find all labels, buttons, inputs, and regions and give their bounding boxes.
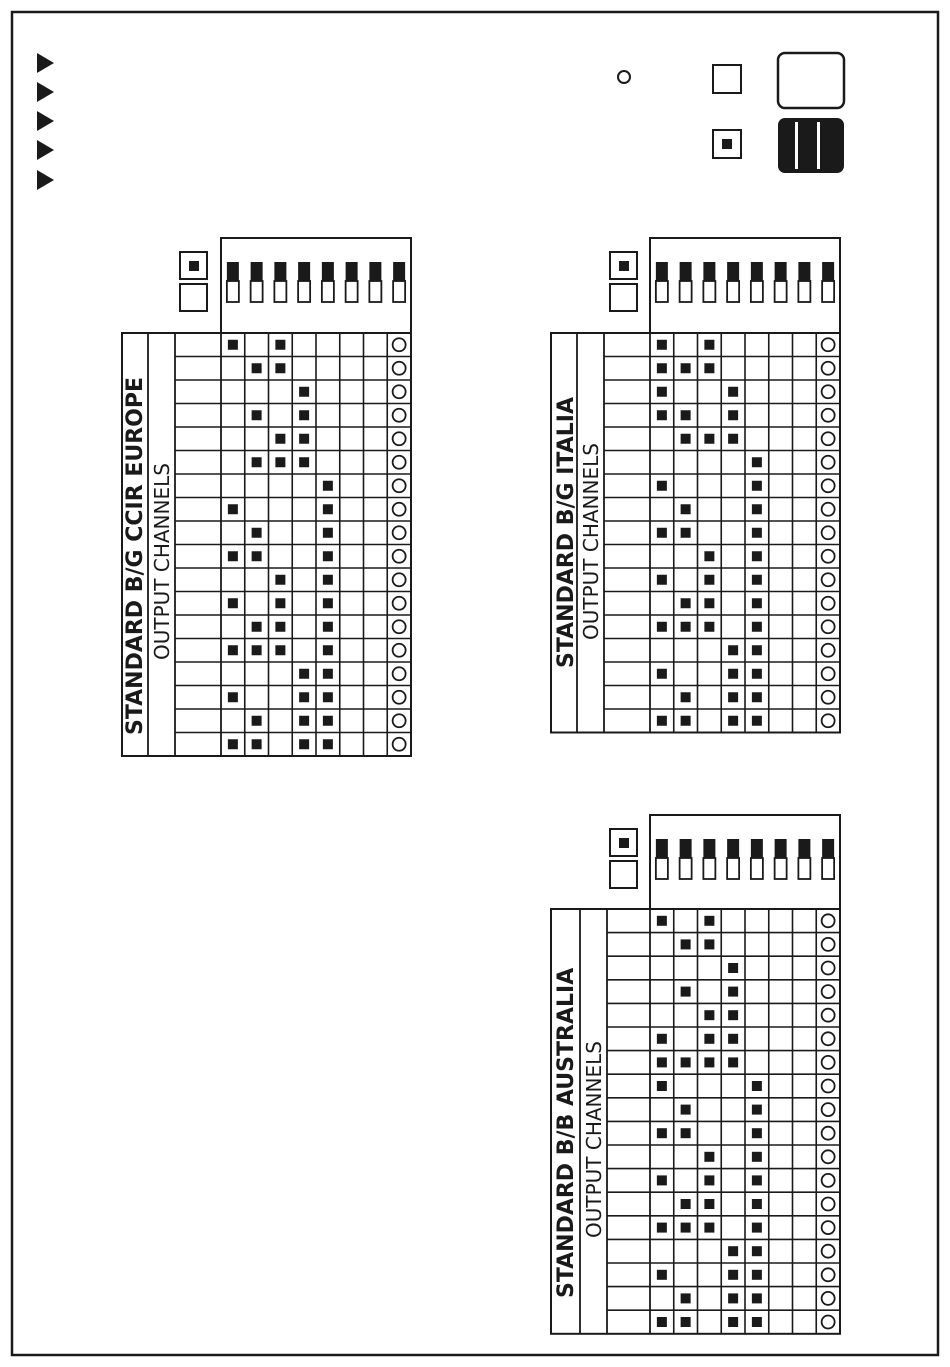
output-led-icon bbox=[822, 1198, 835, 1211]
output-led-icon bbox=[822, 1127, 835, 1140]
output-led-icon bbox=[393, 503, 406, 516]
switch-setting-mark bbox=[704, 916, 714, 926]
output-led-icon bbox=[393, 691, 406, 704]
switch-setting-mark bbox=[681, 987, 691, 997]
channel-table-australia bbox=[551, 815, 840, 1334]
output-led-icon bbox=[822, 479, 835, 492]
dip-switch-off-segment bbox=[346, 281, 358, 302]
dip-switch-off-segment bbox=[298, 281, 310, 302]
switch-setting-mark bbox=[252, 363, 262, 373]
switch-setting-mark bbox=[728, 692, 738, 702]
switch-setting-mark bbox=[752, 575, 762, 585]
output-led-icon bbox=[822, 938, 835, 951]
dip-switch-on-segment bbox=[822, 262, 834, 281]
switch-setting-mark bbox=[228, 340, 238, 350]
switch-setting-mark bbox=[228, 504, 238, 514]
switch-setting-mark bbox=[752, 645, 762, 655]
table-title: STANDARD B/B AUSTRALIA bbox=[554, 967, 579, 1298]
switch-setting-mark bbox=[752, 528, 762, 538]
switch-setting-mark bbox=[752, 598, 762, 608]
switch-setting-mark bbox=[275, 434, 285, 444]
switch-setting-mark bbox=[657, 1317, 667, 1327]
switch-off-icon bbox=[713, 65, 741, 93]
dip-switch-on-segment bbox=[751, 839, 763, 858]
switch-setting-mark bbox=[704, 1152, 714, 1162]
switch-setting-mark bbox=[704, 340, 714, 350]
output-led-icon bbox=[822, 550, 835, 563]
output-led-icon bbox=[393, 714, 406, 727]
switch-setting-mark bbox=[681, 939, 691, 949]
switch-setting-mark bbox=[657, 1034, 667, 1044]
legend bbox=[618, 53, 844, 173]
output-led-icon bbox=[393, 550, 406, 563]
output-led-icon bbox=[393, 597, 406, 610]
dip-switch-off-segment bbox=[751, 858, 763, 879]
dip-switch-off-segment bbox=[798, 281, 810, 302]
switch-setting-mark bbox=[728, 387, 738, 397]
switch-setting-mark bbox=[752, 457, 762, 467]
output-led-icon bbox=[822, 985, 835, 998]
switch-setting-mark bbox=[657, 340, 667, 350]
switch-setting-mark bbox=[728, 1246, 738, 1256]
switch-setting-mark bbox=[323, 504, 333, 514]
dip-switch-on-segment bbox=[798, 839, 810, 858]
dip-switch-off-segment bbox=[227, 281, 239, 302]
switch-setting-mark bbox=[228, 645, 238, 655]
output-led-icon bbox=[822, 1009, 835, 1022]
dip-switch-on-segment bbox=[680, 839, 692, 858]
switch-setting-mark bbox=[299, 457, 309, 467]
output-led-icon bbox=[822, 432, 835, 445]
table-title: STANDARD B/G CCIR EUROPE bbox=[123, 376, 148, 735]
output-led-icon bbox=[822, 503, 835, 516]
led-indicator-icon bbox=[618, 71, 630, 83]
switch-setting-mark bbox=[657, 1270, 667, 1280]
output-led-icon bbox=[822, 1080, 835, 1093]
dip-switch-on-segment bbox=[227, 262, 239, 281]
switch-setting-mark bbox=[299, 739, 309, 749]
switch-setting-mark bbox=[752, 716, 762, 726]
switch-setting-mark bbox=[323, 575, 333, 585]
output-led-icon bbox=[822, 1221, 835, 1234]
switch-setting-mark bbox=[681, 1293, 691, 1303]
dip-switch-on-segment bbox=[703, 839, 715, 858]
switch-setting-mark bbox=[728, 1317, 738, 1327]
switch-setting-mark bbox=[657, 916, 667, 926]
switch-setting-mark bbox=[323, 739, 333, 749]
output-led-icon bbox=[822, 1316, 835, 1329]
channel-table-europe bbox=[122, 238, 411, 756]
channel-table-italia bbox=[551, 238, 840, 733]
switch-setting-mark bbox=[228, 692, 238, 702]
output-led-icon bbox=[822, 385, 835, 398]
dip-switch-on-segment bbox=[346, 262, 358, 281]
dip-switch-off-segment bbox=[798, 858, 810, 879]
dip-switch-off-segment bbox=[703, 281, 715, 302]
arrow-icon bbox=[37, 140, 54, 160]
dip-switch-off-segment bbox=[775, 281, 787, 302]
switch-setting-mark bbox=[728, 645, 738, 655]
switch-setting-mark bbox=[728, 963, 738, 973]
arrow-icon bbox=[37, 53, 54, 73]
switch-setting-mark bbox=[323, 622, 333, 632]
table-subtitle: OUTPUT CHANNELS bbox=[579, 443, 603, 640]
switch-setting-mark bbox=[681, 434, 691, 444]
switch-setting-mark bbox=[299, 387, 309, 397]
switch-on-dot-icon bbox=[722, 139, 732, 149]
unit-on-stripe-icon bbox=[817, 122, 820, 169]
output-led-icon bbox=[822, 409, 835, 422]
output-led-icon bbox=[822, 597, 835, 610]
output-led-icon bbox=[393, 738, 406, 751]
switch-setting-mark bbox=[704, 1223, 714, 1233]
dip-switch-off-segment bbox=[656, 858, 668, 879]
switch-setting-mark bbox=[323, 645, 333, 655]
switch-setting-mark bbox=[704, 551, 714, 561]
switch-setting-mark bbox=[681, 1057, 691, 1067]
output-led-icon bbox=[822, 1245, 835, 1258]
switch-setting-mark bbox=[752, 692, 762, 702]
output-led-icon bbox=[393, 644, 406, 657]
switch-setting-mark bbox=[657, 716, 667, 726]
output-led-icon bbox=[393, 409, 406, 422]
switch-setting-mark bbox=[704, 598, 714, 608]
switch-setting-mark bbox=[752, 1223, 762, 1233]
dip-switch-on-segment bbox=[775, 839, 787, 858]
arrow-icon bbox=[37, 82, 54, 102]
switch-setting-mark bbox=[704, 1034, 714, 1044]
switch-on-legend-dot-icon bbox=[619, 261, 629, 271]
switch-setting-mark bbox=[704, 1010, 714, 1020]
dip-switch-on-segment bbox=[727, 262, 739, 281]
switch-setting-mark bbox=[657, 1057, 667, 1067]
output-led-icon bbox=[822, 962, 835, 975]
dip-switch-off-segment bbox=[680, 281, 692, 302]
dip-switch-off-segment bbox=[274, 281, 286, 302]
switch-setting-mark bbox=[681, 1199, 691, 1209]
dip-switch-header bbox=[221, 238, 411, 333]
switch-setting-mark bbox=[657, 575, 667, 585]
switch-setting-mark bbox=[275, 575, 285, 585]
switch-setting-mark bbox=[657, 528, 667, 538]
page-border bbox=[12, 12, 938, 1355]
switch-setting-mark bbox=[252, 551, 262, 561]
output-led-icon bbox=[393, 479, 406, 492]
switch-setting-mark bbox=[704, 939, 714, 949]
switch-setting-mark bbox=[752, 669, 762, 679]
switch-setting-mark bbox=[657, 387, 667, 397]
output-led-icon bbox=[822, 1174, 835, 1187]
dip-switch-off-segment bbox=[727, 858, 739, 879]
switch-setting-mark bbox=[681, 363, 691, 373]
dip-switch-off-segment bbox=[656, 281, 668, 302]
switch-setting-mark bbox=[681, 692, 691, 702]
switch-setting-mark bbox=[681, 1128, 691, 1138]
switch-setting-mark bbox=[323, 481, 333, 491]
output-led-icon bbox=[822, 620, 835, 633]
switch-setting-mark bbox=[323, 528, 333, 538]
table-title: STANDARD B/G ITALIA bbox=[554, 397, 579, 668]
dip-switch-off-segment bbox=[251, 281, 263, 302]
switch-on-legend-dot-icon bbox=[619, 838, 629, 848]
switch-setting-mark bbox=[657, 363, 667, 373]
dip-switch-on-segment bbox=[656, 262, 668, 281]
output-led-icon bbox=[822, 1150, 835, 1163]
dip-switch-on-segment bbox=[703, 262, 715, 281]
switch-setting-mark bbox=[299, 410, 309, 420]
dip-switch-on-segment bbox=[680, 262, 692, 281]
table-subtitle: OUTPUT CHANNELS bbox=[150, 463, 174, 660]
output-led-icon bbox=[393, 432, 406, 445]
output-led-icon bbox=[822, 1292, 835, 1305]
switch-setting-mark bbox=[275, 645, 285, 655]
switch-setting-mark bbox=[681, 1223, 691, 1233]
switch-setting-mark bbox=[657, 1081, 667, 1091]
switch-setting-mark bbox=[752, 1293, 762, 1303]
switch-setting-mark bbox=[752, 1152, 762, 1162]
switch-setting-mark bbox=[228, 598, 238, 608]
dip-switch-on-segment bbox=[274, 262, 286, 281]
switch-setting-mark bbox=[252, 739, 262, 749]
switch-setting-mark bbox=[704, 363, 714, 373]
output-led-icon bbox=[822, 1056, 835, 1069]
dip-switch-on-segment bbox=[322, 262, 334, 281]
dip-switch-header bbox=[650, 238, 840, 333]
switch-setting-mark bbox=[657, 1175, 667, 1185]
switch-off-legend-icon bbox=[180, 284, 207, 311]
switch-setting-mark bbox=[252, 645, 262, 655]
switch-setting-mark bbox=[323, 716, 333, 726]
dip-switch-off-segment bbox=[703, 858, 715, 879]
switch-setting-mark bbox=[728, 1270, 738, 1280]
switch-setting-mark bbox=[299, 716, 309, 726]
switch-setting-mark bbox=[299, 692, 309, 702]
switch-setting-mark bbox=[275, 340, 285, 350]
switch-setting-mark bbox=[681, 622, 691, 632]
output-led-icon bbox=[822, 667, 835, 680]
output-led-icon bbox=[822, 1268, 835, 1281]
output-led-icon bbox=[822, 1103, 835, 1116]
output-led-icon bbox=[822, 714, 835, 727]
switch-setting-mark bbox=[728, 669, 738, 679]
dip-switch-on-segment bbox=[775, 262, 787, 281]
arrow-icon bbox=[37, 111, 54, 131]
output-led-icon bbox=[822, 691, 835, 704]
dip-switch-header bbox=[650, 815, 840, 909]
switch-setting-mark bbox=[752, 1270, 762, 1280]
switch-setting-mark bbox=[752, 551, 762, 561]
unit-off-icon bbox=[778, 53, 844, 108]
switch-setting-mark bbox=[752, 1128, 762, 1138]
switch-on-legend-dot-icon bbox=[189, 261, 199, 271]
switch-setting-mark bbox=[299, 434, 309, 444]
output-led-icon bbox=[822, 573, 835, 586]
switch-setting-mark bbox=[704, 1057, 714, 1067]
dip-switch-off-segment bbox=[322, 281, 334, 302]
switch-setting-mark bbox=[323, 551, 333, 561]
switch-setting-mark bbox=[681, 1105, 691, 1115]
switch-setting-mark bbox=[728, 716, 738, 726]
switch-setting-mark bbox=[728, 410, 738, 420]
arrow-icon bbox=[37, 170, 54, 190]
switch-setting-mark bbox=[657, 1223, 667, 1233]
dip-switch-off-segment bbox=[822, 281, 834, 302]
switch-setting-mark bbox=[252, 457, 262, 467]
switch-setting-mark bbox=[752, 504, 762, 514]
dip-switch-on-segment bbox=[822, 839, 834, 858]
switch-setting-mark bbox=[323, 669, 333, 679]
switch-setting-mark bbox=[681, 1317, 691, 1327]
output-led-icon bbox=[393, 362, 406, 375]
switch-setting-mark bbox=[252, 716, 262, 726]
dip-switch-on-segment bbox=[798, 262, 810, 281]
switch-setting-mark bbox=[657, 1128, 667, 1138]
output-led-icon bbox=[393, 526, 406, 539]
switch-setting-mark bbox=[681, 410, 691, 420]
output-led-icon bbox=[822, 338, 835, 351]
unit-on-icon bbox=[778, 118, 844, 173]
switch-setting-mark bbox=[228, 739, 238, 749]
dip-switch-on-segment bbox=[251, 262, 263, 281]
switch-setting-mark bbox=[681, 598, 691, 608]
switch-setting-mark bbox=[252, 622, 262, 632]
switch-off-legend-icon bbox=[610, 861, 637, 888]
switch-setting-mark bbox=[728, 1010, 738, 1020]
output-led-icon bbox=[393, 338, 406, 351]
switch-setting-mark bbox=[228, 551, 238, 561]
arrow-list bbox=[37, 53, 54, 190]
dip-switch-off-segment bbox=[369, 281, 381, 302]
dip-switch-on-segment bbox=[727, 839, 739, 858]
switch-setting-mark bbox=[657, 669, 667, 679]
switch-setting-mark bbox=[704, 434, 714, 444]
dip-switch-off-segment bbox=[751, 281, 763, 302]
switch-setting-mark bbox=[299, 669, 309, 679]
switch-setting-mark bbox=[704, 575, 714, 585]
output-led-icon bbox=[822, 456, 835, 469]
output-led-icon bbox=[822, 526, 835, 539]
switch-setting-mark bbox=[704, 1175, 714, 1185]
dip-switch-off-segment bbox=[393, 281, 405, 302]
switch-setting-mark bbox=[252, 528, 262, 538]
dip-switch-off-segment bbox=[680, 858, 692, 879]
output-led-icon bbox=[822, 644, 835, 657]
output-led-icon bbox=[822, 914, 835, 927]
dip-switch-on-segment bbox=[298, 262, 310, 281]
output-led-icon bbox=[393, 667, 406, 680]
switch-setting-mark bbox=[728, 1057, 738, 1067]
switch-setting-mark bbox=[657, 410, 667, 420]
output-led-icon bbox=[822, 362, 835, 375]
output-led-icon bbox=[393, 573, 406, 586]
switch-setting-mark bbox=[728, 1034, 738, 1044]
switch-setting-mark bbox=[728, 1293, 738, 1303]
switch-setting-mark bbox=[275, 363, 285, 373]
switch-setting-mark bbox=[681, 528, 691, 538]
table-subtitle: OUTPUT CHANNELS bbox=[582, 1041, 606, 1238]
output-led-icon bbox=[393, 456, 406, 469]
switch-setting-mark bbox=[752, 1246, 762, 1256]
dip-switch-on-segment bbox=[656, 839, 668, 858]
switch-setting-mark bbox=[752, 1199, 762, 1209]
dip-switch-on-segment bbox=[393, 262, 405, 281]
switch-setting-mark bbox=[657, 622, 667, 632]
switch-setting-mark bbox=[752, 1081, 762, 1091]
dip-switch-on-segment bbox=[751, 262, 763, 281]
switch-setting-mark bbox=[752, 1317, 762, 1327]
switch-setting-mark bbox=[752, 481, 762, 491]
unit-on-stripe-icon bbox=[795, 122, 798, 169]
output-led-icon bbox=[822, 1032, 835, 1045]
switch-setting-mark bbox=[681, 716, 691, 726]
switch-setting-mark bbox=[752, 1175, 762, 1185]
switch-setting-mark bbox=[752, 622, 762, 632]
switch-setting-mark bbox=[275, 622, 285, 632]
switch-setting-mark bbox=[275, 598, 285, 608]
switch-setting-mark bbox=[657, 481, 667, 491]
switch-setting-mark bbox=[323, 692, 333, 702]
dip-switch-off-segment bbox=[822, 858, 834, 879]
switch-setting-mark bbox=[323, 598, 333, 608]
output-led-icon bbox=[393, 385, 406, 398]
switch-off-legend-icon bbox=[610, 284, 637, 311]
switch-setting-mark bbox=[704, 622, 714, 632]
switch-setting-mark bbox=[752, 1105, 762, 1115]
switch-setting-mark bbox=[728, 434, 738, 444]
dip-switch-off-segment bbox=[727, 281, 739, 302]
switch-setting-mark bbox=[275, 457, 285, 467]
dip-switch-on-segment bbox=[369, 262, 381, 281]
switch-setting-mark bbox=[704, 1199, 714, 1209]
output-led-icon bbox=[393, 620, 406, 633]
switch-setting-mark bbox=[252, 410, 262, 420]
switch-setting-mark bbox=[728, 987, 738, 997]
dip-switch-off-segment bbox=[775, 858, 787, 879]
switch-setting-mark bbox=[681, 504, 691, 514]
